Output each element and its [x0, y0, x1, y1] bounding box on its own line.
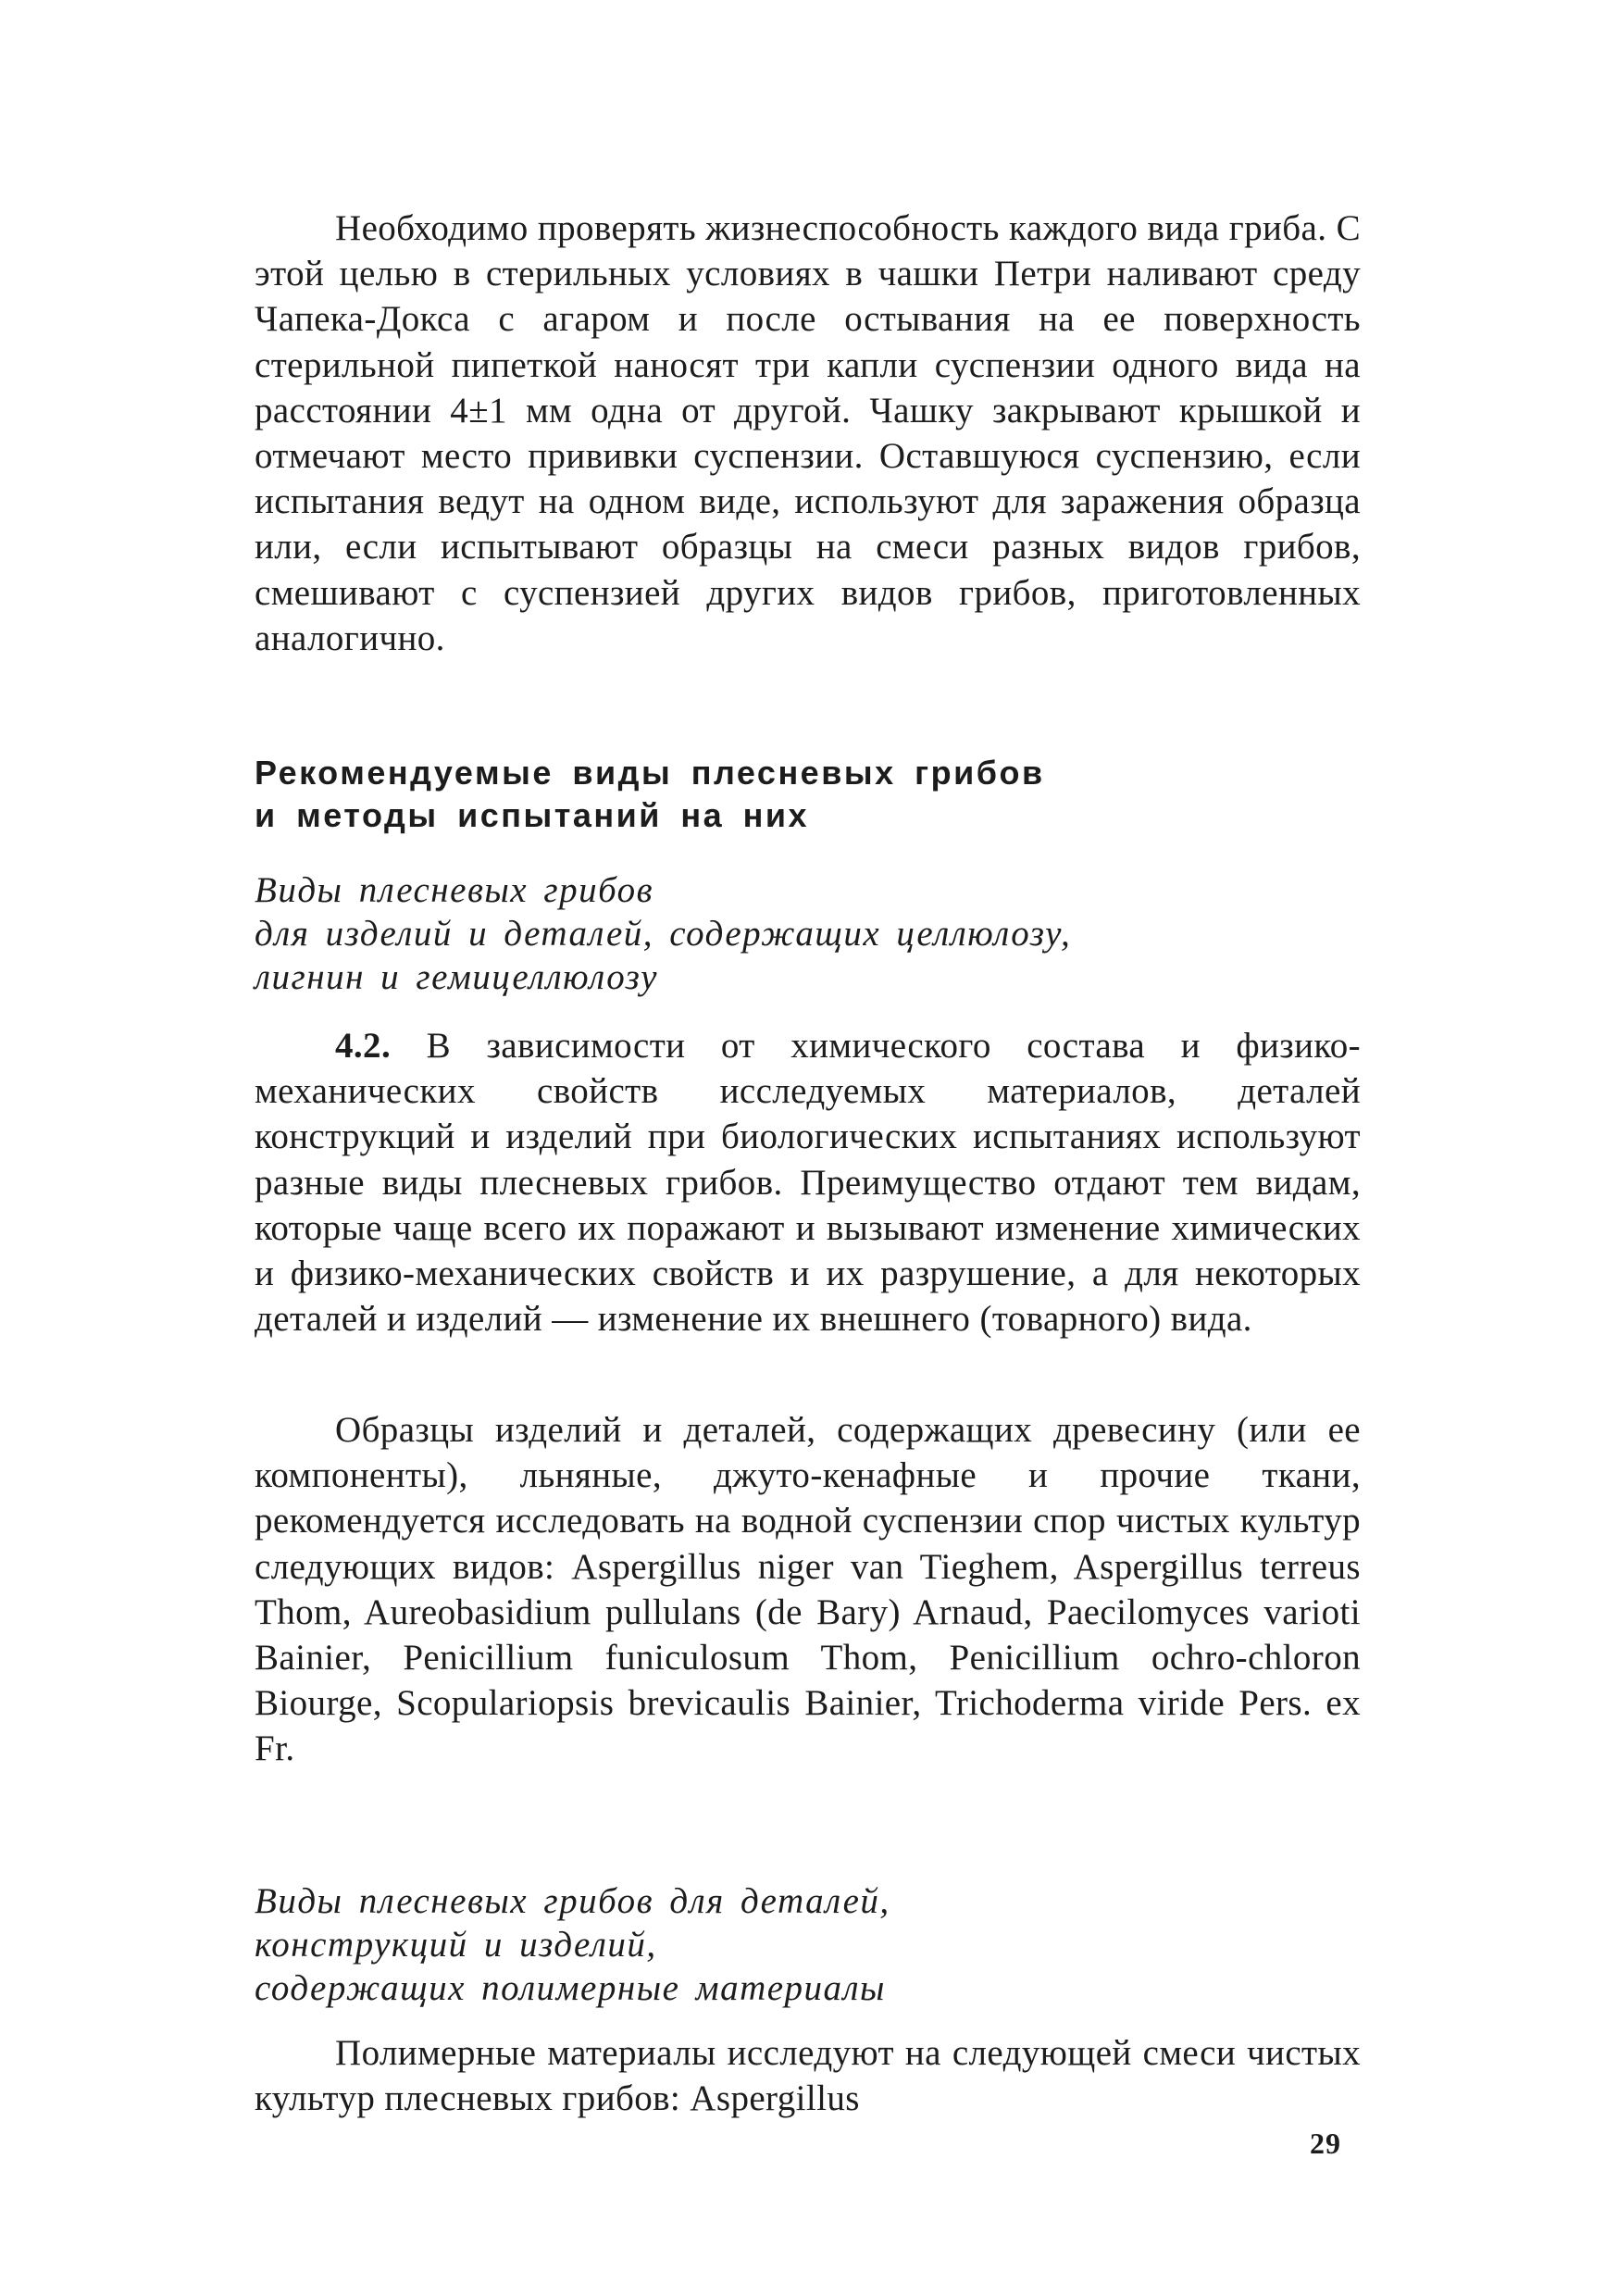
- subheading-cellulose-line-1: Виды плесневых грибов: [255, 870, 654, 910]
- subheading-cellulose-line-3: лигнин и гемицеллюлозу: [255, 957, 658, 997]
- species-list: Aspergillus niger van Tieghem, Aspergillus terreus Thom, Aureobasidium pullulans (de Bary) Arnaud, Paecilomyces varioti Bainier, Penicillium funiculosum Thom, Penicillium ochro-chloron Biourge, Scopulariopsis brevicaulis Bainier, Trichoderma viride Pers. ex Fr.: [255, 1546, 1361, 1769]
- paragraph-polymer: Полимерные материалы исследуют на следующей смеси чистых культур плесневых грибов: Aspergillus: [255, 2033, 1361, 2119]
- paragraph-wood: [255, 1407, 1361, 1772]
- paragraph-wood-text: Образцы изделий и деталей, содержащих древесину (или ее компоненты), льняные, джуто-кенафные и прочие ткани, рекомендуется исследовать на водной суспензии спор чистых культур следующих видов:: [255, 1410, 1361, 1587]
- paragraph-intro: Необходимо проверять жизнеспособность каждого вида гриба. С этой целью в стерильных условиях в чашки Петри наливают среду Чапека-Докса с агаром и после остывания на ее поверхность стерильной пипеткой наносят три капли суспензии одного вида на расстоянии 4±1 мм одна от другой. Чашку закрывают крышкой и отмечают место прививки суспензии. Оставшуюся суспензию, если испытания ведут на одном виде, используют для заражения образца или, если испытывают образцы на смеси разных видов грибов, смешивают с суспензией других видов грибов, приготовленных аналогично.: [255, 208, 1361, 658]
- subheading-polymer: [255, 1879, 1361, 2010]
- subheading-polymer-line-2: конструкций и изделий,: [255, 1925, 657, 1965]
- subheading-polymer-line-1: Виды плесневых грибов для деталей,: [255, 1881, 890, 1921]
- section-number: 4.2.: [335, 1026, 392, 1066]
- subheading-cellulose: [255, 868, 1361, 999]
- section-heading-line-1: Рекомендуемые виды плесневых грибов: [255, 754, 1045, 792]
- paragraph-4-2: [255, 1023, 1361, 1341]
- section-heading-line-2: и методы испытаний на них: [255, 796, 810, 834]
- section-heading: [255, 752, 1361, 837]
- subheading-polymer-line-3: содержащих полимерные материалы: [255, 1968, 886, 2008]
- page-number: 29: [1310, 2127, 1341, 2160]
- paragraph-4-2-text: В зависимости от химического состава и физико-механических свойств исследуемых материалов, деталей конструкций и изделий при биологических испытаниях используют разные виды плесневых грибов. Преимущество отдают тем видам, которые чаще всего их поражают и вызывают изменение химических и физико-механических свойств и их разрушение, а для некоторых деталей и изделий — изменение их внешнего (товарного) вида.: [255, 1026, 1362, 1340]
- subheading-cellulose-line-2: для изделий и деталей, содержащих целлюлозу,: [255, 914, 1072, 954]
